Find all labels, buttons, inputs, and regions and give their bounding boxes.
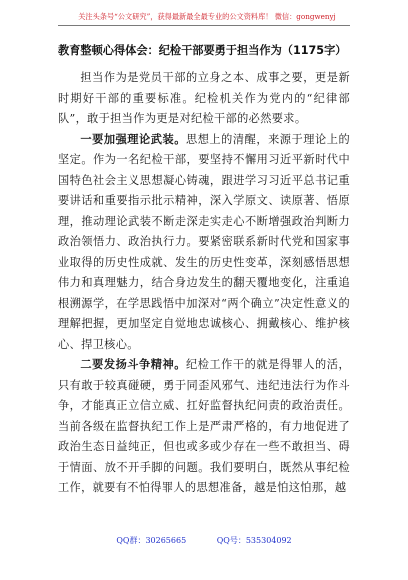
paragraph-theory: [58, 130, 350, 356]
paragraph-heading: 一要加强理论武装。: [80, 132, 186, 146]
document-title: 教育整顿心得体会：纪检干部要勇于担当作为（1175字）: [58, 44, 347, 57]
footer-qq-group: QQ群：30265665: [116, 536, 187, 545]
paragraph-heading: 二要发扬斗争精神。: [80, 358, 186, 371]
paragraph-text: 纪检工作干的就是得罪人的活，只有敢于较真碰硬，勇于同歪风邪气、违纪违法行为作斗争，才能真正立信立威、扛好监督执纪问责的政治责任。当前各级在监督执纪工作上是严肃严格的，有力地促进了政治生态日益纯正，但也或多或少存在一些不敢担当、碍于情面、放不开手脚的问题。我们要明白，既然从事纪检工作，就要有不怕得罪人的思想准备，越是怕这怕那，越: [58, 358, 350, 494]
header-divider: [58, 25, 350, 26]
document-body: [58, 68, 350, 499]
paragraph-struggle: [58, 355, 350, 499]
watermark-header: 关注头条号“公文研究”，获得最新最全最专业的公文资料库！ 微信：gongwenyj: [78, 12, 336, 21]
footer-contact: [0, 535, 408, 546]
paragraph-text: 担当作为是党员干部的立身之本、成事之要，更是新时期好干部的重要标准。纪检机关作为党内的“纪律部队”，敢于担当作为更是对纪检干部的必然要求。: [58, 71, 350, 125]
paragraph-text: 思想上的清醒，来源于理论上的坚定。作为一名纪检干部，要坚持不懈用习近平新时代中国特色社会主义思想凝心铸魂，跟进学习习近平总书记重要讲话和重要指示批示精神，深入学原文、读原著、悟原理，推动理论武装不断走深走实走心不断增强政治判断力政治领悟力、政治执行力。要紧密联系新时代党和国家事业取得的历史性成就、发生的历史性变革，深刻感悟思想伟力和真理魅力，结合身边发生的翻天覆地变化，注重追根溯源学，在学思践悟中加深对“两个确立”决定性意义的理解把握，更加坚定自觉地忠诚核心、拥戴核心、维护核心、捍卫核心。: [58, 132, 350, 351]
paragraph-intro: [58, 68, 350, 130]
footer-qq-number: QQ号：535304092: [216, 536, 292, 545]
